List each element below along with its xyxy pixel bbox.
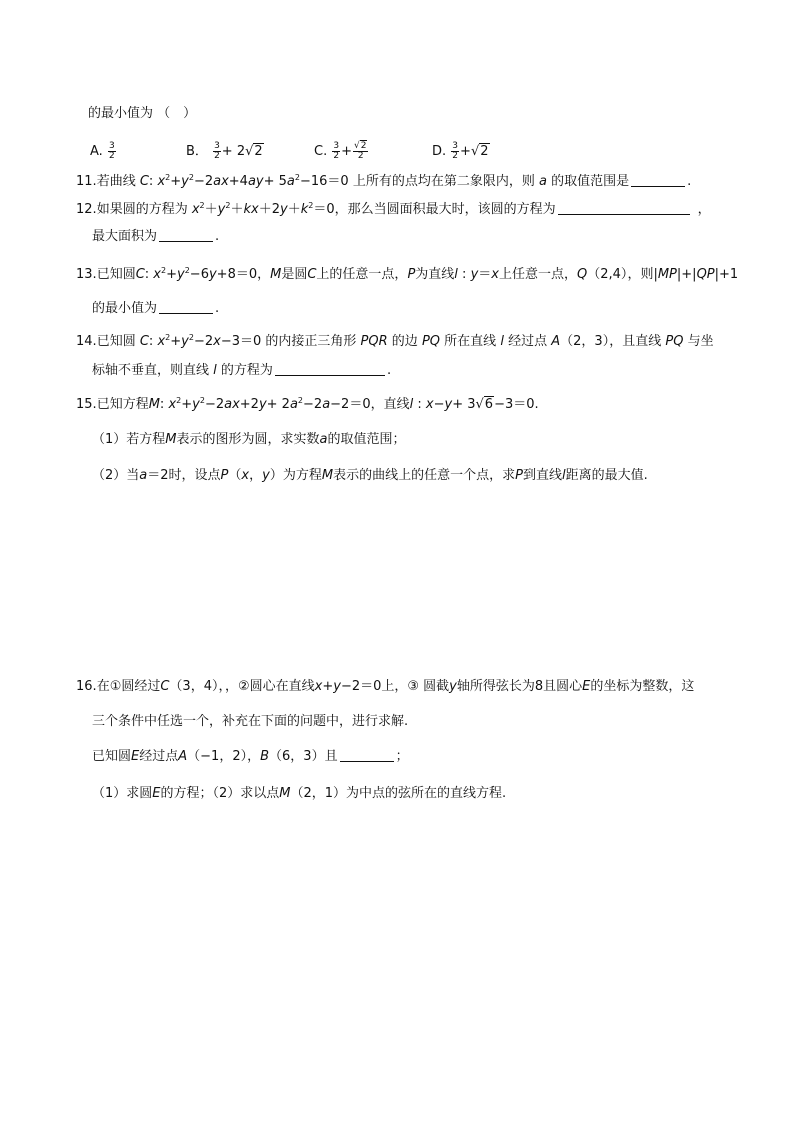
q11: 11.若曲线 C: $x^2+y^2-2ax+4ay+ 5a^2-16=0$ 上所有的点均在第二象限内，则 a 的取值范围是 . <box>76 173 692 189</box>
q13-line2: 的最小值为 . <box>92 301 220 316</box>
q16-line1: 16.在①圆经过C（3，4），，②圆心在直线x+y−2＝0上，③ 圆截y轴所得弦长为8且圆心E的坐标为整数，这 <box>76 679 695 694</box>
q10-option-c: C. $\frac{3}{2}$ + $\frac{√2}{2}$ <box>314 141 367 161</box>
q10-option-b: B． $\frac{3}{2}$ + 2√2 <box>186 141 263 161</box>
q13-line1: 13.已知圆C: $x^2+y^2-6y+8=0$，M是圆C上的任意一点，P为直线l : y＝x上任意一点，Q（2,4），则|MP|+|QP|+1 <box>76 266 739 282</box>
q15-part2: （2）当a＝2时，设点P（x，y）为方程M表示的曲线上的任意一个点，求P到直线l距离的最大值. <box>92 468 648 483</box>
q14-line2: 标轴不垂直，则直线 l 的方程为 . <box>92 363 392 378</box>
q16-line4: （1）求圆E的方程；（2）求以点M（2，1）为中点的弦所在的直线方程. <box>92 786 507 801</box>
q15-line1: 15.已知方程M: $x^2+y^2-2ax+2y+ 2a^2-2a-2=0$，直线l : x−y+ 3√6−3＝0. <box>76 396 539 412</box>
q12-line2: 最大面积为 . <box>92 229 220 244</box>
q12-line1: 12.如果圆的方程为 $x^2+y^2+kx+2y+k^2=0$，那么当圆面积最大时，该圆的方程为 ， <box>76 201 711 217</box>
q16-line2: 三个条件中任选一个，补充在下面的问题中，进行求解. <box>92 714 409 729</box>
q10-option-a: A. $\frac{3}{2}$ <box>90 141 115 161</box>
q10-option-d: D. $\frac{3}{2}$ +√2 <box>432 141 489 161</box>
q16-line3: 已知圆E经过点A（−1，2），B（6，3）且 ； <box>92 749 409 764</box>
q15-part1: （1）若方程M表示的图形为圆，求实数a的取值范围； <box>92 432 406 447</box>
q10-tail: 的最小值为 （ ） <box>88 106 197 121</box>
q14-line1: 14.已知圆 C: $x^2+y^2-2x-3=0$ 的内接正三角形 PQR 的边 PQ 所在直线 l 经过点 A（2，3），且直线 PQ 与坐 <box>76 333 714 349</box>
